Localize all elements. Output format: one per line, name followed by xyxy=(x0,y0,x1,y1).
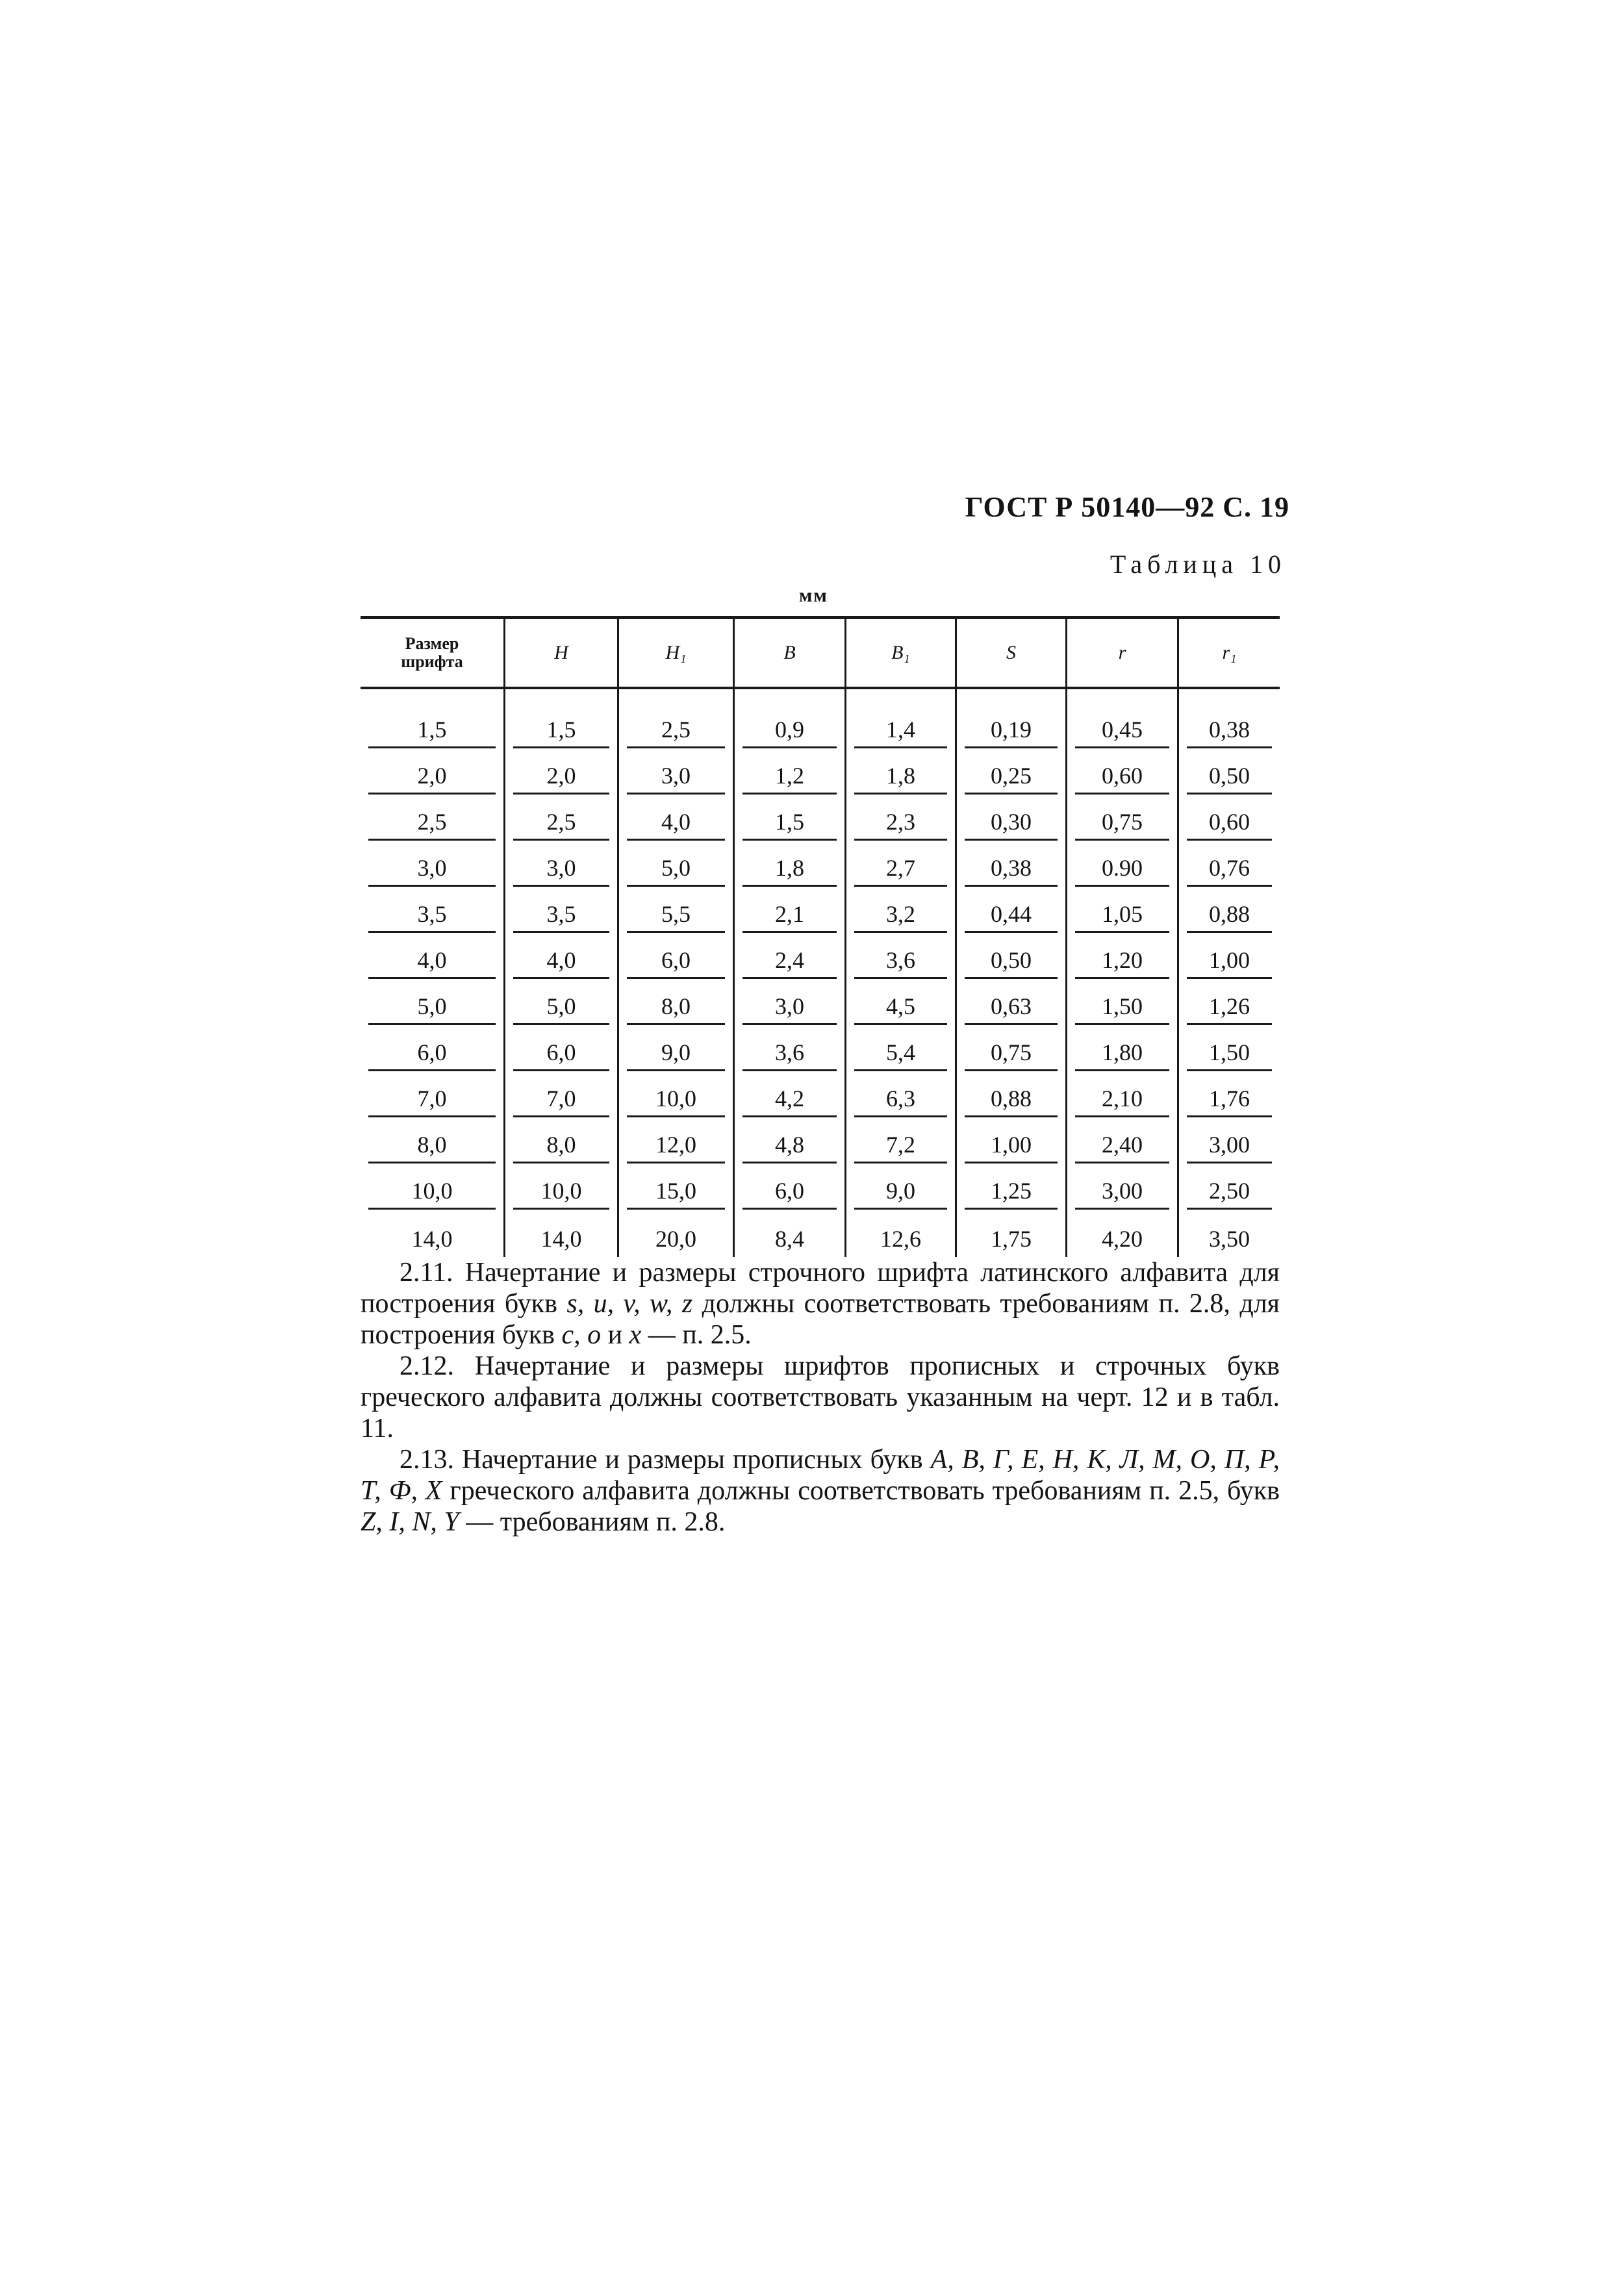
table-cell: 1,76 xyxy=(1177,1073,1280,1119)
table-cell: 5,4 xyxy=(844,1026,955,1073)
table-cell: 6,0 xyxy=(503,1026,617,1073)
table-cell: 10,0 xyxy=(361,1165,503,1211)
paragraph-2-13: 2.13. Начертание и размеры прописных букв А, В, Г, Е, Н, К, Л, М, О, П, Р, Т, Ф, Х греческого алфавита должны соответствовать требованиям п. 2.5, букв Z, I, N, Y — требованиям п. 2.8. xyxy=(361,1445,1280,1537)
table-cell: 0,75 xyxy=(955,1026,1065,1073)
header-r1: r₁ xyxy=(1177,619,1280,687)
table-cell: 8,0 xyxy=(503,1119,617,1165)
table-cell: 3,00 xyxy=(1065,1165,1177,1211)
table-cell: 0,88 xyxy=(955,1073,1065,1119)
table-cell: 2,0 xyxy=(361,750,503,796)
header-s: S xyxy=(955,619,1065,687)
table-cell: 0,25 xyxy=(955,750,1065,796)
header-b1: B₁ xyxy=(844,619,955,687)
table-cell: 8,0 xyxy=(617,980,733,1026)
table-cell: 9,0 xyxy=(617,1026,733,1073)
table-gap xyxy=(361,689,1280,704)
table-cell: 1,75 xyxy=(955,1211,1065,1257)
table-row xyxy=(361,842,1280,888)
table-cell: 3,6 xyxy=(733,1026,844,1073)
paragraph-2-12: 2.12. Начертание и размеры шрифтов прописных и строчных букв греческого алфавита должны соответствовать указанным на черт. 12 и в табл. 11. xyxy=(361,1351,1280,1443)
table-cell: 10,0 xyxy=(503,1165,617,1211)
table-cell: 4,0 xyxy=(617,796,733,842)
table-cell: 0,50 xyxy=(1177,750,1280,796)
table-cell: 2,5 xyxy=(361,796,503,842)
table-header-row xyxy=(361,619,1280,689)
table-row xyxy=(361,796,1280,842)
table-cell: 4,8 xyxy=(733,1119,844,1165)
table-cell: 4,20 xyxy=(1065,1211,1177,1257)
table-cell: 6,0 xyxy=(617,934,733,980)
table-cell: 0,75 xyxy=(1065,796,1177,842)
table-cell: 9,0 xyxy=(844,1165,955,1211)
page-header: ГОСТ Р 50140—92 С. 19 xyxy=(965,491,1289,523)
dimensions-table xyxy=(361,616,1280,1257)
table-cell: 1,2 xyxy=(733,750,844,796)
table-cell: 0,30 xyxy=(955,796,1065,842)
table-body xyxy=(361,704,1280,1257)
table-cell: 3,0 xyxy=(733,980,844,1026)
table-cell: 1,26 xyxy=(1177,980,1280,1026)
table-row xyxy=(361,1165,1280,1211)
table-cell: 2,7 xyxy=(844,842,955,888)
table-row xyxy=(361,1073,1280,1119)
table-cell: 1,80 xyxy=(1065,1026,1177,1073)
body-text xyxy=(361,1257,1280,1538)
header-h1: H₁ xyxy=(617,619,733,687)
table-cell: 0.90 xyxy=(1065,842,1177,888)
table-cell: 8,0 xyxy=(361,1119,503,1165)
table-cell: 15,0 xyxy=(617,1165,733,1211)
table-cell: 0,19 xyxy=(955,704,1065,750)
table-row xyxy=(361,888,1280,934)
table-cell: 2,3 xyxy=(844,796,955,842)
paragraph-2-11: 2.11. Начертание и размеры строчного шрифта латинского алфавита для построения букв s, u, v, w, z должны соответствовать требованиям п. 2.8, для построения букв c, o и x — п. 2.5. xyxy=(361,1258,1280,1350)
table-row xyxy=(361,704,1280,750)
table-cell: 1,8 xyxy=(733,842,844,888)
table-cell: 3,0 xyxy=(503,842,617,888)
table-label: Таблица 10 xyxy=(1110,550,1286,579)
table-row xyxy=(361,1119,1280,1165)
table-cell: 0,38 xyxy=(1177,704,1280,750)
table-cell: 4,0 xyxy=(503,934,617,980)
table-cell: 3,6 xyxy=(844,934,955,980)
table-cell: 1,4 xyxy=(844,704,955,750)
table-cell: 5,0 xyxy=(503,980,617,1026)
table-cell: 1,25 xyxy=(955,1165,1065,1211)
table-row xyxy=(361,1211,1280,1257)
table-cell: 1,05 xyxy=(1065,888,1177,934)
table-cell: 4,2 xyxy=(733,1073,844,1119)
table-cell: 0,88 xyxy=(1177,888,1280,934)
table-cell: 1,50 xyxy=(1177,1026,1280,1073)
table-cell: 3,0 xyxy=(617,750,733,796)
table-cell: 8,4 xyxy=(733,1211,844,1257)
table-cell: 2,5 xyxy=(617,704,733,750)
table-cell: 3,2 xyxy=(844,888,955,934)
table-cell: 5,0 xyxy=(361,980,503,1026)
table-cell: 0,60 xyxy=(1065,750,1177,796)
table-cell: 6,3 xyxy=(844,1073,955,1119)
table-cell: 0,50 xyxy=(955,934,1065,980)
table-cell: 14,0 xyxy=(411,1226,453,1252)
table-cell: 6,0 xyxy=(733,1165,844,1211)
header-h: H xyxy=(503,619,617,687)
table-cell: 3,00 xyxy=(1177,1119,1280,1165)
table-cell: 2,5 xyxy=(503,796,617,842)
table-cell: 0,9 xyxy=(733,704,844,750)
table-cell: 14,0 xyxy=(503,1211,617,1257)
table-cell: 2,50 xyxy=(1177,1165,1280,1211)
table-cell: 12,6 xyxy=(844,1211,955,1257)
table-cell: 1,20 xyxy=(1065,934,1177,980)
table-cell: 1,5 xyxy=(361,704,503,750)
table-cell: 1,00 xyxy=(1177,934,1280,980)
table-row xyxy=(361,980,1280,1026)
table-cell: 4,0 xyxy=(361,934,503,980)
table-cell: 0,63 xyxy=(955,980,1065,1026)
table-cell: 1,50 xyxy=(1065,980,1177,1026)
table-cell: 3,5 xyxy=(503,888,617,934)
table-cell: 2,40 xyxy=(1065,1119,1177,1165)
header-r: r xyxy=(1065,619,1177,687)
table-cell: 2,0 xyxy=(503,750,617,796)
table-cell: 10,0 xyxy=(617,1073,733,1119)
table-cell: 5,5 xyxy=(617,888,733,934)
table-cell: 0,60 xyxy=(1177,796,1280,842)
table-cell: 2,4 xyxy=(733,934,844,980)
table-cell: 0,38 xyxy=(955,842,1065,888)
table-cell: 2,10 xyxy=(1065,1073,1177,1119)
table-cell: 7,0 xyxy=(361,1073,503,1119)
table-row xyxy=(361,934,1280,980)
table-cell: 0,44 xyxy=(955,888,1065,934)
table-row xyxy=(361,1026,1280,1073)
table-cell: 3,0 xyxy=(361,842,503,888)
table-cell: 0,45 xyxy=(1065,704,1177,750)
table-cell: 5,0 xyxy=(617,842,733,888)
table-cell: 6,0 xyxy=(361,1026,503,1073)
table-cell: 1,00 xyxy=(955,1119,1065,1165)
header-b: B xyxy=(733,619,844,687)
table-cell: 12,0 xyxy=(617,1119,733,1165)
table-cell: 20,0 xyxy=(617,1211,733,1257)
table-cell: 2,1 xyxy=(733,888,844,934)
table-cell: 7,0 xyxy=(503,1073,617,1119)
table-row xyxy=(361,750,1280,796)
table-cell: 1,5 xyxy=(503,704,617,750)
table-cell: 0,76 xyxy=(1177,842,1280,888)
table-cell: 4,5 xyxy=(844,980,955,1026)
table-cell: 1,8 xyxy=(844,750,955,796)
table-cell: 3,5 xyxy=(361,888,503,934)
table-cell: 3,50 xyxy=(1177,1211,1280,1257)
table-units: мм xyxy=(799,585,828,606)
header-font-size: Размер шрифта xyxy=(401,634,463,671)
table-cell: 1,5 xyxy=(733,796,844,842)
table-cell: 7,2 xyxy=(844,1119,955,1165)
